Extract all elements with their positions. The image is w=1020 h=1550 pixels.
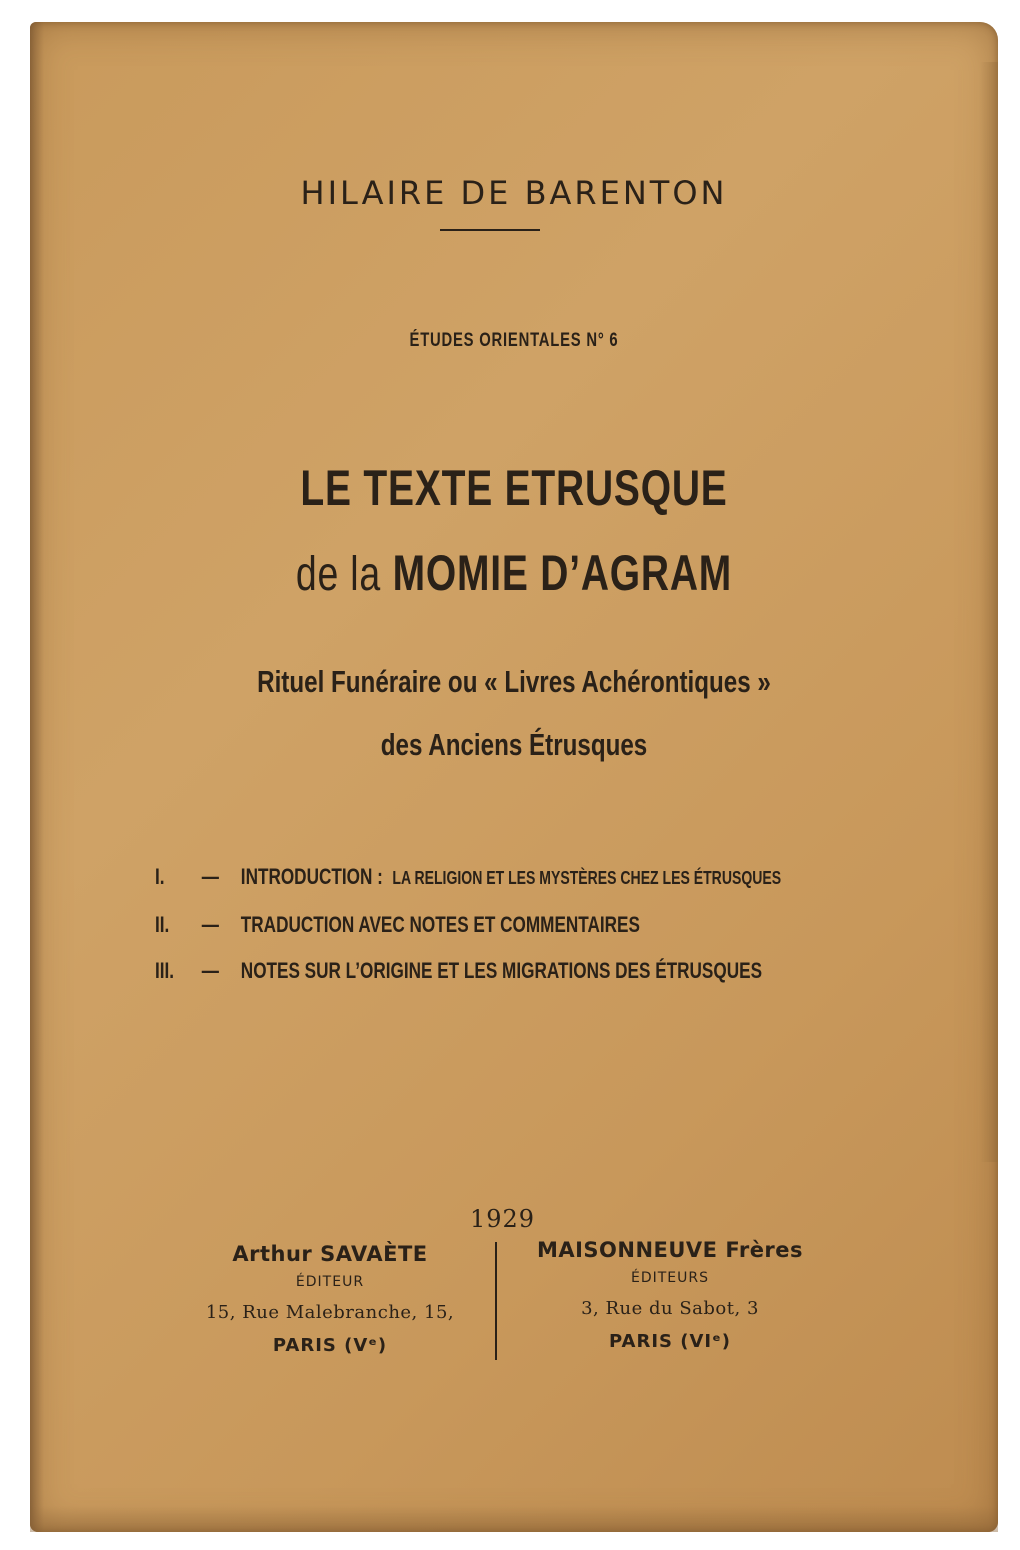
cover-spine-edge — [30, 22, 44, 1532]
publisher-right — [500, 1238, 840, 1352]
author-rule — [440, 229, 540, 231]
publisher-right-address: 3, Rue du Sabot, 3 — [581, 1298, 759, 1319]
title-line-1: LE TEXTE ETRUSQUE — [300, 460, 728, 516]
contents-item-dash: — — [201, 958, 219, 983]
subtitle-line-1: Rituel Funéraire ou « Livres Achérontiques » — [257, 664, 771, 699]
title-line-2 — [136, 544, 891, 602]
contents-item-title: NOTES SUR L’ORIGINE ET LES MIGRATIONS DES ÉTRUSQUES — [240, 958, 763, 983]
title-line-2-main: MOMIE D’AGRAM — [392, 545, 733, 601]
publication-year: 1929 — [470, 1205, 536, 1233]
publisher-left-city: PARIS (Vᵉ) — [272, 1335, 388, 1356]
publisher-left-name: Arthur SAVAÈTE — [232, 1242, 428, 1266]
publisher-right-city: PARIS (VIᵉ) — [609, 1331, 731, 1352]
cover-edge-wear — [980, 62, 998, 1162]
contents-item-dash: — — [201, 864, 219, 889]
contents-item-number: I. — [155, 864, 165, 889]
contents-item — [155, 958, 762, 984]
publisher-right-name: MAISONNEUVE Frères — [536, 1238, 804, 1262]
contents-item-title: INTRODUCTION : — [240, 864, 383, 889]
title-line-2-prefix: de la — [295, 548, 381, 601]
publisher-left-address: 15, Rue Malebranche, 15, — [205, 1302, 455, 1323]
publisher-left-role: ÉDITEUR — [295, 1274, 365, 1290]
contents-item-dash: — — [201, 912, 219, 937]
contents-item-detail: LA RELIGION ET LES MYSTÈRES CHEZ LES ÉTRUSQUES — [392, 868, 782, 888]
contents-item-number: III. — [155, 958, 175, 983]
publisher-left — [160, 1242, 500, 1356]
book-cover — [30, 22, 998, 1532]
contents-item-title: TRADUCTION AVEC NOTES ET COMMENTAIRES — [240, 912, 640, 937]
subtitle-line-2: des Anciens Étrusques — [380, 727, 648, 762]
author-name: HILAIRE DE BARENTON — [300, 174, 728, 212]
series-label: ÉTUDES ORIENTALES N° 6 — [409, 330, 619, 351]
contents-item — [155, 912, 640, 938]
contents-item-number: II. — [155, 912, 170, 937]
cover-bottom-wear — [30, 1506, 998, 1532]
contents-item — [155, 864, 781, 890]
publisher-right-role: ÉDITEURS — [630, 1270, 709, 1286]
